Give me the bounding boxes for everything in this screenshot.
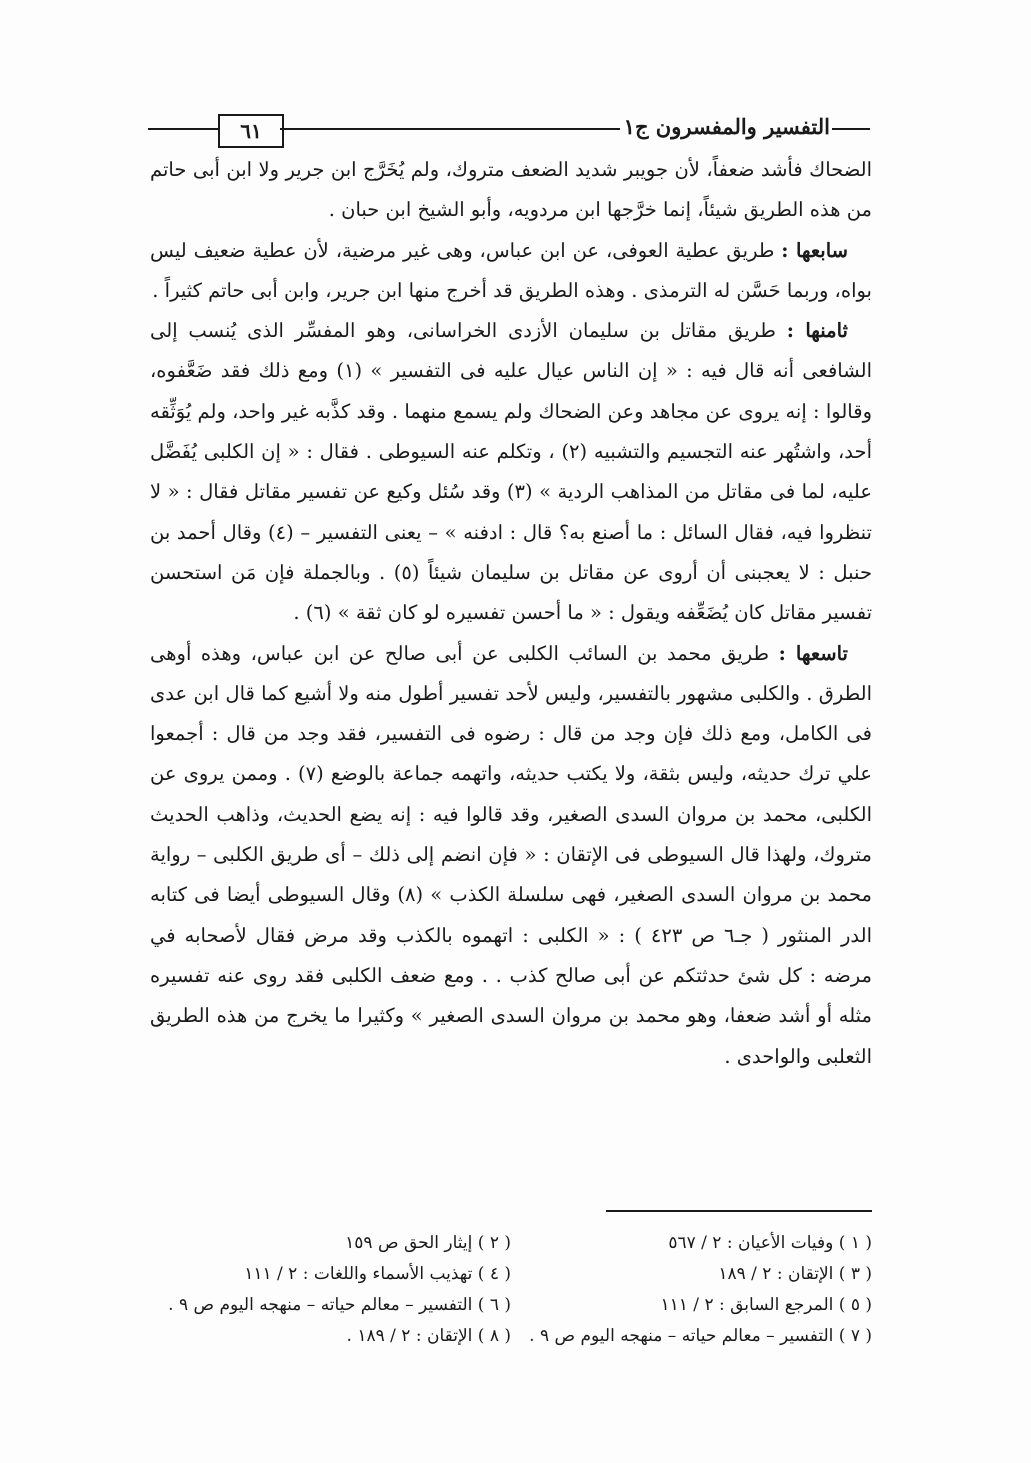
paragraph-1 [150, 150, 872, 231]
footnote-5: ( ٥ ) المرجع السابق : ٢ / ١١١ [660, 1295, 872, 1315]
header-rule-left [148, 128, 218, 130]
paragraph-2-text: طريق عطية العوفى، عن ابن عباس، وهى غير مرضية، لأن عطية ضعيف ليس بواه، وربما حَسَّن له الترمذى . وهذه الطريق قد أخرج منها ابن جرير، وابن أبى حاتم كثيراً . [150, 238, 872, 302]
footnote-3: ( ٣ ) الإتقان : ٢ / ١٨٩ [718, 1264, 872, 1284]
paragraph-3 [150, 311, 872, 633]
footnote-separator [606, 1210, 872, 1212]
paragraph-4-text: طريق محمد بن السائب الكلبى عن أبى صالح عن ابن عباس، وهذه أوهى الطرق . والكلبى مشهور بالتفسير، وليس لأحد تفسير أطول منه ولا أشيع كما قال ابن عدى فى الكامل، ومع ذلك فإن وجد من قال : رضوه فى التفسير، فقد وجد من قال : أجمعوا علي ترك حديثه، وليس بثقة، ولا يكتب حديثه، واتهمه جماعة بالوضع (٧) . وممن يروى عن الكلبى، محمد بن مروان السدى الصغير، وقد قالوا فيه : إنه يضع الحديث، وذاهب الحديث متروك، ولهذا قال السيوطى فى الإتقان : « فإن انضم إلى ذلك – أى طريق الكلبى – رواية محمد بن مروان السدى الصغير، فهى سلسلة الكذب » (٨) وقال السيوطى أيضا فى كتابه الدر المنثور ( جـ٦ ص ٤٢٣ ) : « الكلبى : اتهموه بالكذب وقد مرض فقال لأصحابه في مرضه : كل شئ حدثتكم عن أبى صالح كذب . . ومع ضعف الكلبى فقد روى عنه تفسيره مثله أو أشد ضعفا، وهو محمد بن مروان السدى الصغير » وكثيرا ما يخرج من هذه الطريق الثعلبى والواحدى . [150, 641, 872, 1068]
header-rule-middle [280, 128, 620, 130]
paragraph-3-lead: ثامنها : [786, 319, 848, 343]
footnote-2: ( ٢ ) إيثار الحق ص ١٥٩ [345, 1233, 511, 1253]
paragraph-2-lead: سابعها : [781, 238, 848, 262]
paragraph-4-lead: تاسعها : [778, 641, 848, 665]
footnote-row [150, 1290, 872, 1321]
footnote-7: ( ٧ ) التفسير – معالم حياته – منهجه اليوم ص ٩ . [529, 1326, 872, 1346]
footnote-1: ( ١ ) وفيات الأعيان : ٢ / ٥٦٧ [668, 1233, 872, 1253]
page-header [148, 110, 870, 146]
page-number: ٦١ [218, 114, 284, 148]
main-text [150, 150, 872, 1077]
footnote-row [150, 1259, 872, 1290]
header-rule-right [832, 128, 870, 130]
book-title: التفسير والمفسرون ج١ [623, 114, 830, 139]
paragraph-1-text: الضحاك فأشد ضعفاً، لأن جويبر شديد الضعف متروك، ولم يُخَرَّج ابن جرير ولا ابن أبى حاتم من هذه الطريق شيئاً، إنما خرَّجها ابن مردويه، وأبو الشيخ ابن حبان . [150, 158, 872, 222]
footnote-row [150, 1321, 872, 1352]
footnote-8: ( ٨ ) الإتقان : ٢ / ١٨٩ . [346, 1326, 511, 1346]
footnote-row [150, 1228, 872, 1259]
paragraph-3-text: طريق مقاتل بن سليمان الأزدى الخراسانى، وهو المفسِّر الذى يُنسب إلى الشافعى أنه قال فيه : « إن الناس عيال عليه فى التفسير » (١) ومع ذلك فقد ضَعَّفوه، وقالوا : إنه يروى عن مجاهد وعن الضحاك ولم يسمع منهما . وقد كذَّبه غير واحد، ولم يُوَثِّقه أحد، واشتُهر عنه التجسيم والتشبيه (٢) ، وتكلم عنه السيوطى . فقال : « إن الكلبى يُفَضَّل عليه، لما فى مقاتل من المذاهب الردية » (٣) وقد سُئل وكيع عن تفسير مقاتل فقال : « لا تنظروا فيه، فقال السائل : ما أصنع به؟ قال : ادفنه » – يعنى التفسير – (٤) وقال أحمد بن حنبل : لا يعجبنى أن أروى عن مقاتل بن سليمان شيئاً (٥) . وبالجملة فإن مَن استحسن تفسير مقاتل كان يُضَعِّفه ويقول : « ما أحسن تفسيره لو كان ثقة » (٦) . [150, 319, 872, 625]
footnote-6: ( ٦ ) التفسير – معالم حياته – منهجه اليوم ص ٩ . [168, 1295, 511, 1315]
footnote-4: ( ٤ ) تهذيب الأسماء واللغات : ٢ / ١١١ [244, 1264, 511, 1284]
footnotes [150, 1228, 872, 1352]
paragraph-2 [150, 231, 872, 312]
paragraph-4 [150, 634, 872, 1077]
